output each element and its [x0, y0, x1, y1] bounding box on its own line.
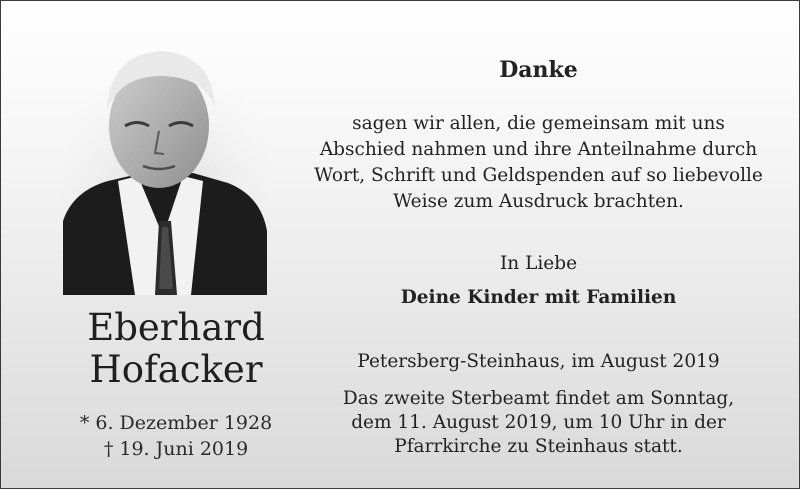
thanks-text	[306, 111, 771, 215]
thanks-heading: Danke	[499, 57, 578, 83]
thanks-line: Wort, Schrift und Geldspenden auf so liebevolle	[314, 165, 763, 186]
in-love-text: In Liebe	[499, 253, 578, 274]
thanks-line: Abschied nahmen und ihre Anteilnahme durch	[319, 139, 758, 160]
place-date: Petersberg-Steinhaus, im August 2019	[357, 351, 720, 372]
notice-line: dem 11. August 2019, um 10 Uhr in der	[351, 412, 726, 433]
portrait-photo	[63, 31, 267, 295]
service-notice	[306, 387, 771, 459]
family-signature: Deine Kinder mit Familien	[400, 287, 677, 308]
thanks-line: sagen wir allen, die gemeinsam mit uns	[352, 113, 725, 134]
death-date: † 19. Juni 2019	[103, 438, 249, 460]
birth-date: * 6. Dezember 1928	[79, 412, 273, 434]
deceased-last-name: Hofacker	[89, 348, 263, 391]
notice-line: Pfarrkirche zu Steinhaus statt.	[394, 436, 683, 457]
deceased-first-name: Eberhard	[87, 306, 265, 349]
notice-line: Das zweite Sterbeamt findet am Sonntag,	[342, 388, 735, 409]
thanks-line: Weise zum Ausdruck brachten.	[393, 191, 684, 212]
